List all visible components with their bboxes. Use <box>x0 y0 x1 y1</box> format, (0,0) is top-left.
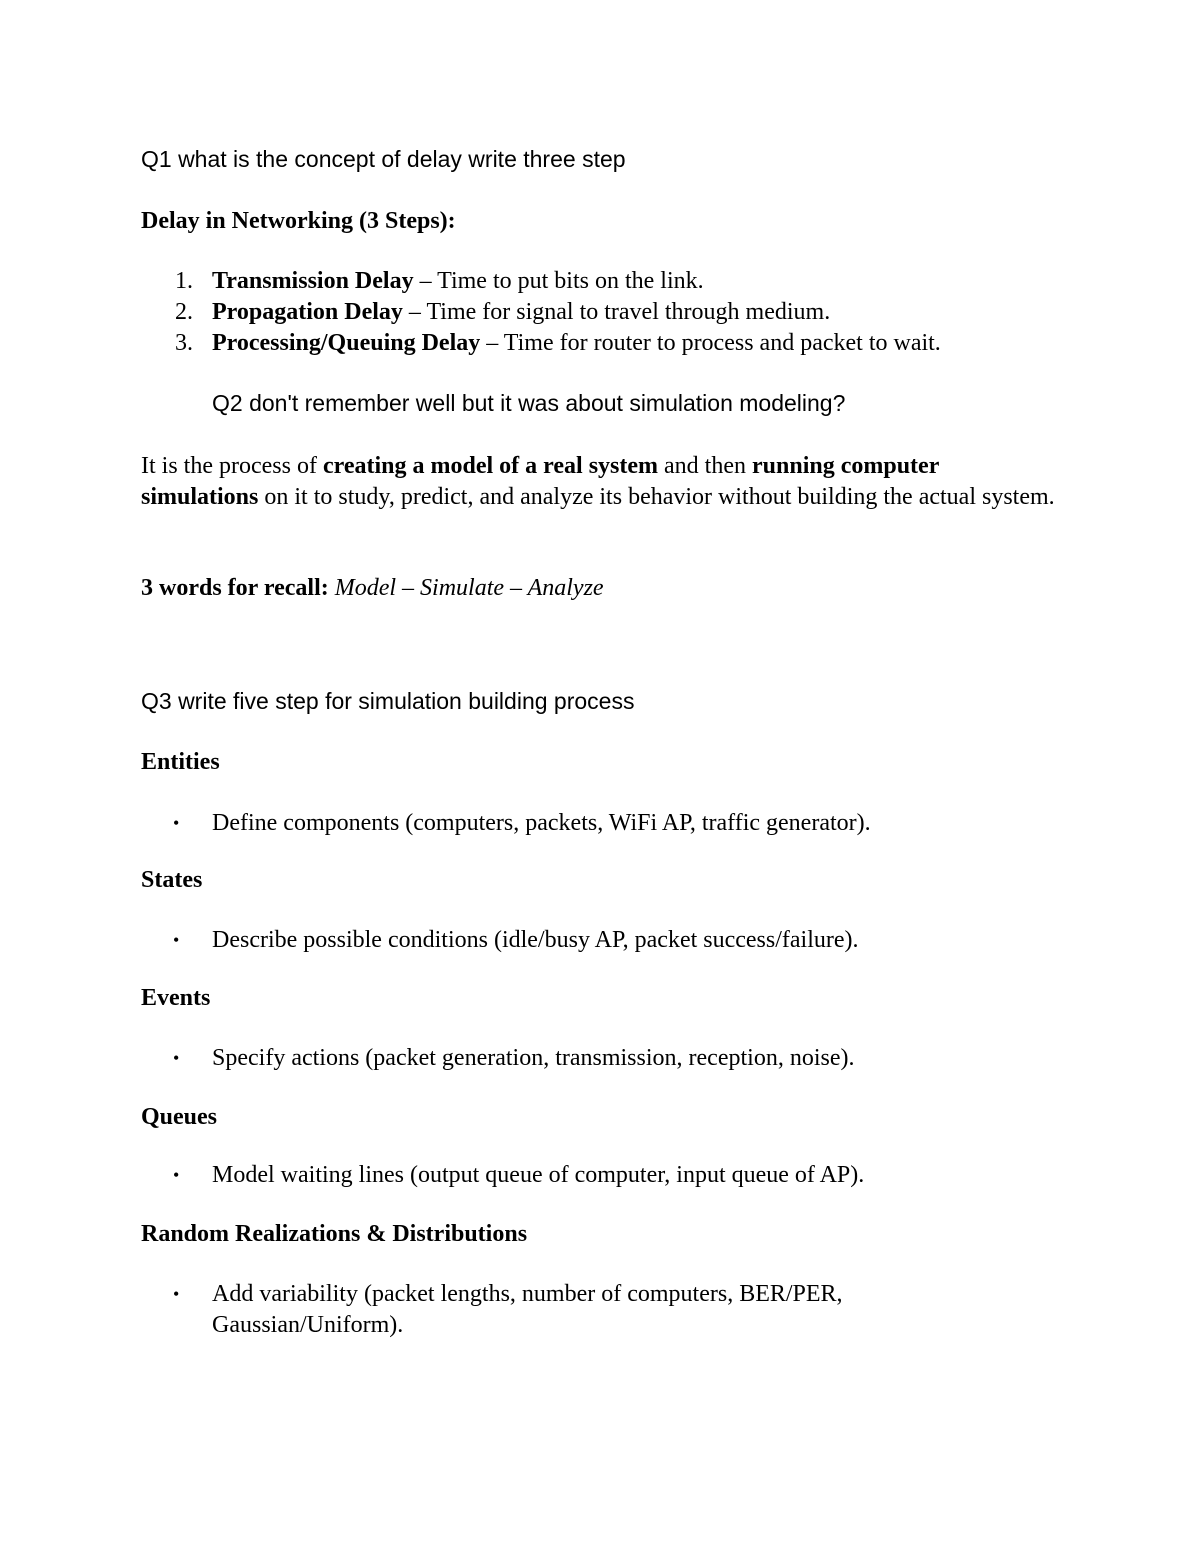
q1-question: Q1 what is the concept of delay write three step <box>141 146 626 172</box>
section-heading-queues: Queues <box>141 1104 218 1130</box>
bullet-icon: • <box>173 930 180 950</box>
section-heading-events: Events <box>141 985 211 1011</box>
section-heading-entities: Entities <box>141 749 220 775</box>
q2-answer: It is the process of creating a model of a real system and then running computer simulations on it to study, predict, and analyze its behavior without building the actual system. <box>141 453 1055 510</box>
bullet-icon: • <box>173 1165 180 1185</box>
section-heading-random: Random Realizations & Distributions <box>141 1221 528 1247</box>
bullet-icon: • <box>173 1284 180 1304</box>
q3-question: Q3 write five step for simulation building process <box>141 688 635 714</box>
bullet-icon: • <box>173 813 180 833</box>
q2-question: Q2 don't remember well but it was about simulation modeling? <box>212 390 846 416</box>
recall-line: 3 words for recall: Model – Simulate – Analyze <box>141 575 604 601</box>
q1-heading: Delay in Networking (3 Steps): <box>141 208 456 234</box>
section-heading-states: States <box>141 867 203 893</box>
bullet-icon: • <box>173 1048 180 1068</box>
